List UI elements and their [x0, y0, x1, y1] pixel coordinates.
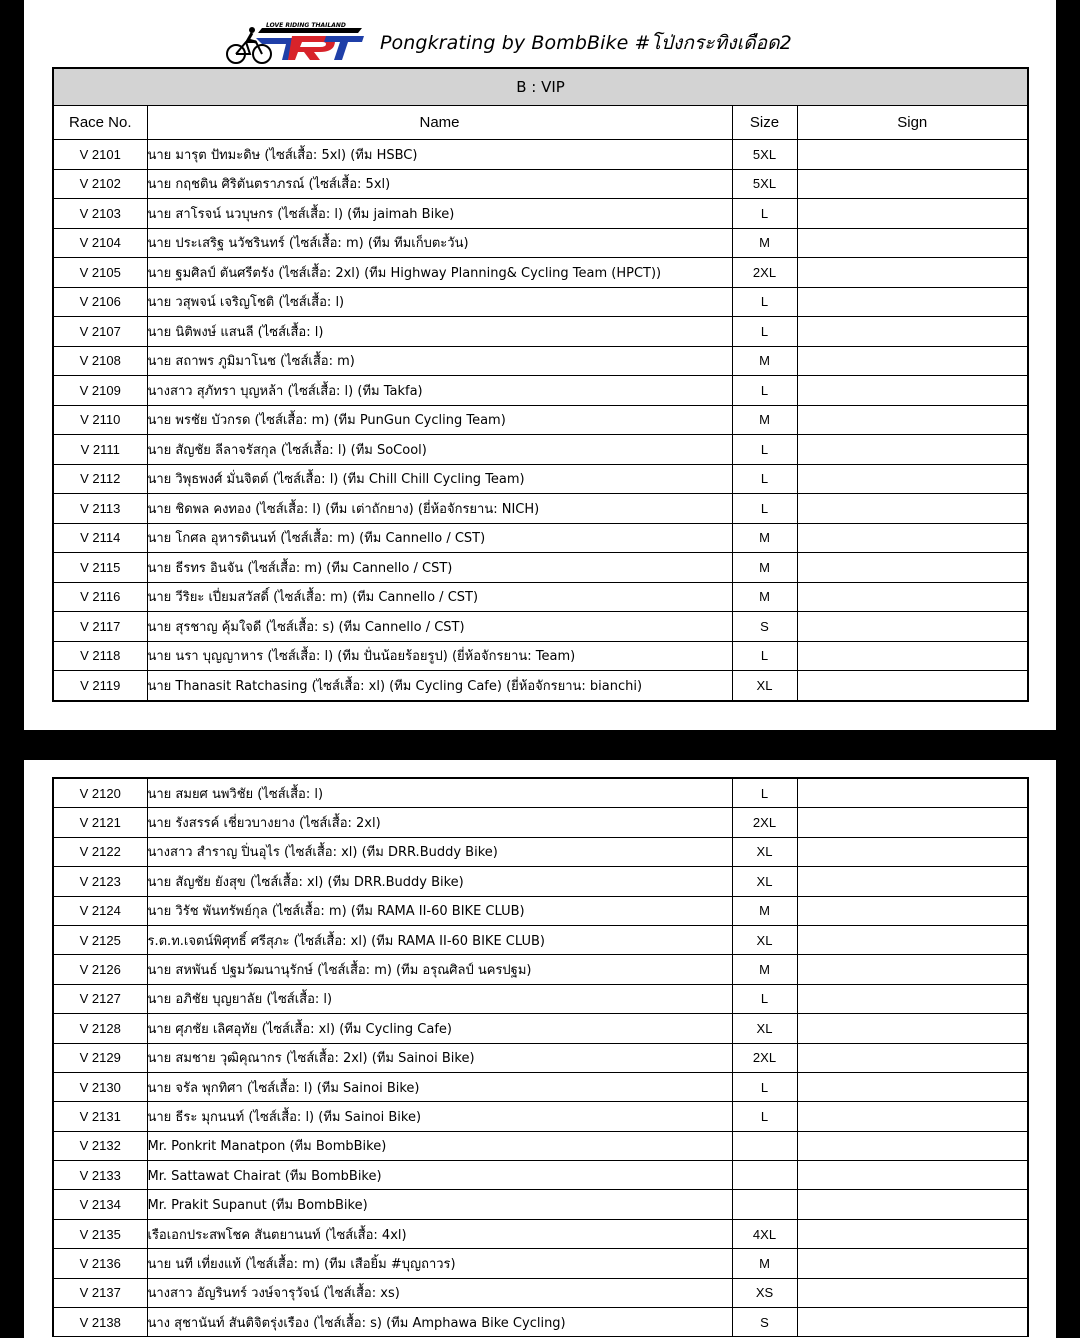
size-cell: M: [732, 896, 797, 925]
name-cell: นาย ธีระ มุกนนท์ (ไซส์เสื้อ: l) (ทีม Sainoi Bike): [147, 1102, 732, 1131]
sign-cell: [797, 199, 1028, 229]
race-no-cell: V 2122: [53, 837, 147, 866]
table-row: [53, 671, 1028, 701]
race-no-cell: V 2128: [53, 1014, 147, 1043]
race-no-cell: V 2125: [53, 925, 147, 954]
size-cell: 2XL: [732, 1043, 797, 1072]
table-row: [53, 376, 1028, 406]
lrt-logo: [222, 20, 366, 66]
race-no-cell: V 2123: [53, 867, 147, 896]
size-cell: S: [732, 612, 797, 642]
race-no-cell: V 2113: [53, 494, 147, 524]
sign-cell: [797, 405, 1028, 435]
sign-cell: [797, 169, 1028, 199]
race-no-cell: V 2133: [53, 1161, 147, 1190]
document-header: [222, 18, 792, 68]
name-cell: นาย พรชัย บัวกรด (ไซส์เสื้อ: m) (ทีม PunGun Cycling Team): [147, 405, 732, 435]
size-cell: L: [732, 1072, 797, 1101]
race-no-cell: V 2120: [53, 778, 147, 808]
race-no-cell: V 2126: [53, 955, 147, 984]
logo-tagline: LOVE RIDING THAILAND: [266, 22, 346, 29]
size-cell: [732, 1190, 797, 1219]
name-cell: นาย Thanasit Ratchasing (ไซส์เสื้อ: xl) (ทีม Cycling Cafe) (ยี่ห้อจักรยาน: bianchi): [147, 671, 732, 701]
race-no-cell: V 2137: [53, 1278, 147, 1307]
table-row: [53, 837, 1028, 866]
size-cell: M: [732, 405, 797, 435]
race-no-cell: V 2109: [53, 376, 147, 406]
race-no-cell: V 2138: [53, 1308, 147, 1337]
document-title: Pongkrating by BombBike #โป่งกระทิงเดือด2: [380, 32, 792, 54]
size-cell: 5XL: [732, 169, 797, 199]
name-cell: นาย วิพุธพงศ์ มั่นจิตต์ (ไซส์เสื้อ: l) (ทีม Chill Chill Cycling Team): [147, 464, 732, 494]
sign-cell: [797, 984, 1028, 1013]
name-cell: Mr. Prakit Supanut (ทีม BombBike): [147, 1190, 732, 1219]
size-cell: M: [732, 1249, 797, 1278]
race-no-cell: V 2124: [53, 896, 147, 925]
table-row: [53, 523, 1028, 553]
table-row: [53, 140, 1028, 170]
size-cell: L: [732, 1102, 797, 1131]
table-row: [53, 778, 1028, 808]
sign-cell: [797, 1043, 1028, 1072]
size-cell: 2XL: [732, 258, 797, 288]
race-no-cell: V 2107: [53, 317, 147, 347]
name-cell: นาย สาโรจน์ นวบุษกร (ไซส์เสื้อ: l) (ทีม jaimah Bike): [147, 199, 732, 229]
sign-cell: [797, 1072, 1028, 1101]
table-row: [53, 169, 1028, 199]
col-header-sign: Sign: [797, 106, 1028, 140]
table-row: [53, 494, 1028, 524]
table-row: [53, 228, 1028, 258]
document-page-1: [24, 0, 1056, 730]
size-cell: M: [732, 582, 797, 612]
table-row: [53, 1249, 1028, 1278]
sign-cell: [797, 1308, 1028, 1337]
size-cell: XL: [732, 837, 797, 866]
name-cell: นางสาว อัญรินทร์ วงษ์จารุวัจน์ (ไซส์เสื้อ: xs): [147, 1278, 732, 1307]
sign-cell: [797, 258, 1028, 288]
sign-cell: [797, 140, 1028, 170]
size-cell: L: [732, 199, 797, 229]
size-cell: L: [732, 435, 797, 465]
name-cell: Mr. Ponkrit Manatpon (ทีม BombBike): [147, 1131, 732, 1160]
race-no-cell: V 2116: [53, 582, 147, 612]
name-cell: นาง สุชานันท์ สันติจิตรุ่งเรือง (ไซส์เสื้อ: s) (ทีม Amphawa Bike Cycling): [147, 1308, 732, 1337]
size-cell: S: [732, 1308, 797, 1337]
roster-table-page-2: [52, 777, 1029, 1337]
size-cell: XS: [732, 1278, 797, 1307]
name-cell: นาย ฐมศิลป์ ตันศรีตรัง (ไซส์เสื้อ: 2xl) (ทีม Highway Planning& Cycling Team (HPCT)): [147, 258, 732, 288]
name-cell: นาย โกศล อุหารดินนท์ (ไซส์เสื้อ: m) (ทีม Cannello / CST): [147, 523, 732, 553]
race-no-cell: V 2101: [53, 140, 147, 170]
sign-cell: [797, 1131, 1028, 1160]
table-row: [53, 405, 1028, 435]
name-cell: นาย สุรชาญ คุ้มใจดี (ไซส์เสื้อ: s) (ทีม Cannello / CST): [147, 612, 732, 642]
race-no-cell: V 2104: [53, 228, 147, 258]
size-cell: M: [732, 228, 797, 258]
sign-cell: [797, 228, 1028, 258]
name-cell: นาย สัญชัย ยังสุข (ไซส์เสื้อ: xl) (ทีม DRR.Buddy Bike): [147, 867, 732, 896]
table-row: [53, 199, 1028, 229]
name-cell: นาย ศุภชัย เลิศอุทัย (ไซส์เสื้อ: xl) (ทีม Cycling Cafe): [147, 1014, 732, 1043]
table-row: [53, 1102, 1028, 1131]
sign-cell: [797, 925, 1028, 954]
sign-cell: [797, 1102, 1028, 1131]
name-cell: นาย สถาพร ภูมิมาโนช (ไซส์เสื้อ: m): [147, 346, 732, 376]
sign-cell: [797, 955, 1028, 984]
race-no-cell: V 2115: [53, 553, 147, 583]
race-no-cell: V 2106: [53, 287, 147, 317]
sign-cell: [797, 612, 1028, 642]
race-no-cell: V 2117: [53, 612, 147, 642]
race-no-cell: V 2112: [53, 464, 147, 494]
race-no-cell: V 2129: [53, 1043, 147, 1072]
name-cell: นาย นที เที่ยงแท้ (ไซส์เสื้อ: m) (ทีม เสือยิ้ม #บุญถาวร): [147, 1249, 732, 1278]
race-no-cell: V 2103: [53, 199, 147, 229]
sign-cell: [797, 435, 1028, 465]
sign-cell: [797, 1190, 1028, 1219]
section-header-row: [53, 68, 1028, 106]
sign-cell: [797, 837, 1028, 866]
sign-cell: [797, 778, 1028, 808]
size-cell: [732, 1161, 797, 1190]
table-row: [53, 612, 1028, 642]
size-cell: [732, 1131, 797, 1160]
name-cell: นาย สหพันธ์ ปฐมวัฒนานุรักษ์ (ไซส์เสื้อ: m) (ทีม อรุณศิลป์ นครปฐม): [147, 955, 732, 984]
race-no-cell: V 2134: [53, 1190, 147, 1219]
name-cell: นาย รังสรรค์ เชี่ยวบางยาง (ไซส์เสื้อ: 2xl): [147, 808, 732, 837]
race-no-cell: V 2114: [53, 523, 147, 553]
size-cell: L: [732, 317, 797, 347]
col-header-name: Name: [147, 106, 732, 140]
name-cell: นาย สมชาย วุฒิคุณากร (ไซส์เสื้อ: 2xl) (ทีม Sainoi Bike): [147, 1043, 732, 1072]
size-cell: L: [732, 376, 797, 406]
sign-cell: [797, 1278, 1028, 1307]
name-cell: นาย อภิชัย บุญยาลัย (ไซส์เสื้อ: l): [147, 984, 732, 1013]
name-cell: เรือเอกประสพโชค สันตยานนท์ (ไซส์เสื้อ: 4xl): [147, 1219, 732, 1248]
sign-cell: [797, 287, 1028, 317]
sign-cell: [797, 1219, 1028, 1248]
section-label: B : VIP: [53, 68, 1028, 106]
table-row: [53, 1014, 1028, 1043]
size-cell: XL: [732, 1014, 797, 1043]
sign-cell: [797, 1249, 1028, 1278]
size-cell: L: [732, 494, 797, 524]
sign-cell: [797, 641, 1028, 671]
sign-cell: [797, 464, 1028, 494]
table-row: [53, 867, 1028, 896]
table-row: [53, 317, 1028, 347]
table-row: [53, 955, 1028, 984]
sign-cell: [797, 376, 1028, 406]
size-cell: 5XL: [732, 140, 797, 170]
name-cell: นาย นิติพงษ์ แสนลี (ไซส์เสื้อ: l): [147, 317, 732, 347]
race-no-cell: V 2119: [53, 671, 147, 701]
race-no-cell: V 2118: [53, 641, 147, 671]
size-cell: L: [732, 778, 797, 808]
table-row: [53, 1072, 1028, 1101]
table-row: [53, 553, 1028, 583]
column-header-row: [53, 106, 1028, 140]
size-cell: M: [732, 346, 797, 376]
roster-table-page-1: [52, 67, 1029, 702]
table-row: [53, 287, 1028, 317]
table-row: [53, 346, 1028, 376]
size-cell: 4XL: [732, 1219, 797, 1248]
table-row: [53, 435, 1028, 465]
name-cell: นาย ธีรทร อินจัน (ไซส์เสื้อ: m) (ทีม Cannello / CST): [147, 553, 732, 583]
sign-cell: [797, 808, 1028, 837]
name-cell: นาย วสุพจน์ เจริญโชติ (ไซส์เสื้อ: l): [147, 287, 732, 317]
name-cell: นาย จรัล พุกทิศา (ไซส์เสื้อ: l) (ทีม Sainoi Bike): [147, 1072, 732, 1101]
table-row: [53, 925, 1028, 954]
race-no-cell: V 2110: [53, 405, 147, 435]
col-header-size: Size: [732, 106, 797, 140]
race-no-cell: V 2108: [53, 346, 147, 376]
size-cell: M: [732, 523, 797, 553]
size-cell: XL: [732, 671, 797, 701]
table-row: [53, 1161, 1028, 1190]
race-no-cell: V 2105: [53, 258, 147, 288]
size-cell: M: [732, 553, 797, 583]
size-cell: XL: [732, 867, 797, 896]
name-cell: นาย วีริยะ เปี่ยมสวัสดิ์ (ไซส์เสื้อ: m) (ทีม Cannello / CST): [147, 582, 732, 612]
race-no-cell: V 2121: [53, 808, 147, 837]
table-row: [53, 258, 1028, 288]
table-row: [53, 896, 1028, 925]
table-row: [53, 464, 1028, 494]
name-cell: ร.ต.ท.เจตน์พิศุทธิ์ ศรีสุภะ (ไซส์เสื้อ: xl) (ทีม RAMA II-60 BIKE CLUB): [147, 925, 732, 954]
table-row: [53, 1308, 1028, 1337]
name-cell: นาย มารุต ปัทมะดิษ (ไซส์เสื้อ: 5xl) (ทีม HSBC): [147, 140, 732, 170]
table-row: [53, 1278, 1028, 1307]
table-row: [53, 808, 1028, 837]
col-header-race-no: Race No.: [53, 106, 147, 140]
sign-cell: [797, 317, 1028, 347]
table-row: [53, 1190, 1028, 1219]
sign-cell: [797, 896, 1028, 925]
race-no-cell: V 2135: [53, 1219, 147, 1248]
name-cell: นาย ชิดพล คงทอง (ไซส์เสื้อ: l) (ทีม เต่าถักยาง) (ยี่ห้อจักรยาน: NICH): [147, 494, 732, 524]
name-cell: นาย กฤชติน ศิริตันตราภรณ์ (ไซส์เสื้อ: 5xl): [147, 169, 732, 199]
name-cell: Mr. Sattawat Chairat (ทีม BombBike): [147, 1161, 732, 1190]
name-cell: นาย สัญชัย ลีลาจรัสกุล (ไซส์เสื้อ: l) (ทีม SoCool): [147, 435, 732, 465]
size-cell: L: [732, 641, 797, 671]
sign-cell: [797, 1161, 1028, 1190]
name-cell: นาย ประเสริฐ นวัชรินทร์ (ไซส์เสื้อ: m) (ทีม ทีมเก็บตะวัน): [147, 228, 732, 258]
table-row: [53, 1131, 1028, 1160]
size-cell: XL: [732, 925, 797, 954]
size-cell: L: [732, 287, 797, 317]
race-no-cell: V 2132: [53, 1131, 147, 1160]
sign-cell: [797, 523, 1028, 553]
size-cell: L: [732, 984, 797, 1013]
name-cell: นาย สมยศ นพวิชัย (ไซส์เสื้อ: l): [147, 778, 732, 808]
sign-cell: [797, 671, 1028, 701]
sign-cell: [797, 867, 1028, 896]
table-row: [53, 641, 1028, 671]
race-no-cell: V 2102: [53, 169, 147, 199]
race-no-cell: V 2136: [53, 1249, 147, 1278]
race-no-cell: V 2127: [53, 984, 147, 1013]
sign-cell: [797, 494, 1028, 524]
race-no-cell: V 2130: [53, 1072, 147, 1101]
table-row: [53, 1219, 1028, 1248]
table-row: [53, 1043, 1028, 1072]
size-cell: M: [732, 955, 797, 984]
name-cell: นาย วิรัช พันทรัพย์กุล (ไซส์เสื้อ: m) (ทีม RAMA II-60 BIKE CLUB): [147, 896, 732, 925]
sign-cell: [797, 582, 1028, 612]
name-cell: นางสาว สุภัทรา บุญหล้า (ไซส์เสื้อ: l) (ทีม Takfa): [147, 376, 732, 406]
sign-cell: [797, 1014, 1028, 1043]
size-cell: 2XL: [732, 808, 797, 837]
name-cell: นางสาว สำราญ ปิ่นอุไร (ไซส์เสื้อ: xl) (ทีม DRR.Buddy Bike): [147, 837, 732, 866]
table-row: [53, 582, 1028, 612]
race-no-cell: V 2131: [53, 1102, 147, 1131]
name-cell: นาย นรา บุญญาหาร (ไซส์เสื้อ: l) (ทีม ปั่นน้อยร้อยรูป) (ยี่ห้อจักรยาน: Team): [147, 641, 732, 671]
sign-cell: [797, 553, 1028, 583]
document-page-2: [24, 760, 1056, 1338]
size-cell: L: [732, 464, 797, 494]
sign-cell: [797, 346, 1028, 376]
table-row: [53, 984, 1028, 1013]
race-no-cell: V 2111: [53, 435, 147, 465]
